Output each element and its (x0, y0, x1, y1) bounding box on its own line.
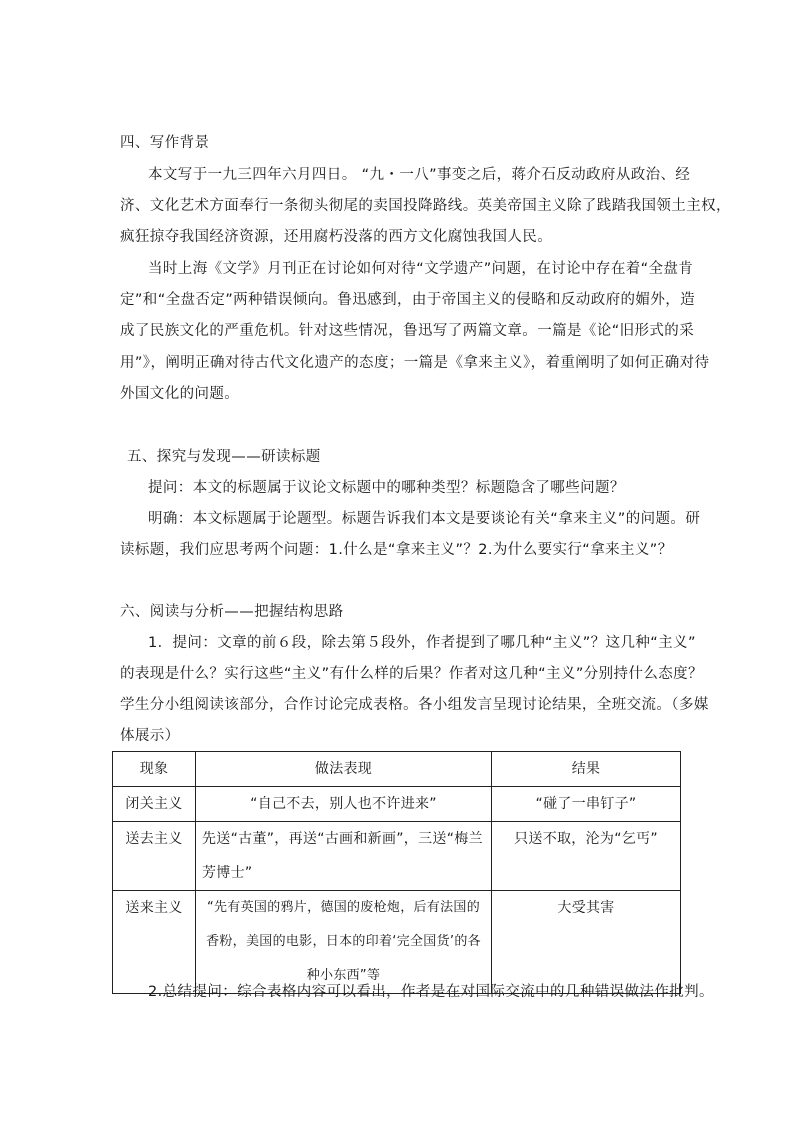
paragraph-line: 疯狂掠夺我国经济资源，还用腐朽没落的西方文化腐蚀我国人民。 (120, 229, 553, 245)
table-cell-practice: “先有英国的鸦片，德国的废枪炮，后有法国的香粉，美国的电影，日本的印着‘完全国货’的各种小东西”等 (196, 891, 492, 994)
answer-line: 读标题，我们应思考两个问题：1.什么是“拿来主义”？2.为什么要实行“拿来主义”？ (120, 542, 673, 558)
table-row (113, 891, 681, 994)
paragraph-line: 定”和“全盘否定”两种错误倾向。鲁迅感到，由于帝国主义的侵略和反动政府的媚外，造 (120, 292, 696, 308)
question-line: 1．提问：文章的前６段，除去第５段外，作者提到了哪几种“主义”？这几种“主义” (148, 635, 696, 651)
table-cell-result: “碰了一串钉子” (492, 787, 681, 822)
question-line: 的表现是什么？实行这些“主义”有什么样的后果？作者对这几种“主义”分别持什么态度？ (120, 666, 703, 682)
table-cell-result: 只送不取，沦为“乞丐” (492, 822, 681, 891)
table-header-row (113, 752, 681, 787)
paragraph-line: 成了民族文化的严重危机。针对这些情况，鲁迅写了两篇文章。一篇是《论“旧形式的采 (120, 323, 695, 339)
paragraph-line: 外国文化的问题。 (120, 386, 240, 402)
table-cell-phenomenon: 送去主义 (113, 822, 196, 891)
table-cell-phenomenon: 闭关主义 (113, 787, 196, 822)
comparison-table (112, 751, 681, 994)
question-text: 提问：本文的标题属于议论文标题中的哪种类型？标题隐含了哪些问题？ (148, 480, 625, 496)
table-row (113, 787, 681, 822)
table-header-cell: 现象 (113, 752, 196, 787)
table-cell-practice: “自己不去，别人也不许进来” (196, 787, 492, 822)
section-4-title: 四、写作背景 (120, 135, 210, 151)
paragraph-line: 当时上海《文学》月刊正在讨论如何对待“文学遗产”问题，在讨论中存在着“全盘肯 (148, 261, 694, 277)
table-cell-phenomenon: 送来主义 (113, 891, 196, 994)
summary-question: 2.总结提问：综合表格内容可以看出，作者是在对国际交流中的几种错误做法作批判。 (148, 984, 714, 1000)
table-header-cell: 做法表现 (196, 752, 492, 787)
section-5-title: 五、探究与发现——研读标题 (127, 449, 321, 465)
question-line: 体展示） (120, 728, 180, 744)
table-row (113, 822, 681, 891)
table-cell-practice: 先送“古董”，再送“古画和新画”，三送“梅兰芳博士” (196, 822, 492, 891)
paragraph-line: 济、文化艺术方面奉行一条彻头彻尾的卖国投降路线。英美帝国主义除了践踏我国领土主权， (120, 198, 731, 214)
table-header-cell: 结果 (492, 752, 681, 787)
paragraph-line: 用”》，阐明正确对待古代文化遗产的态度；一篇是《拿来主义》，着重阐明了如何正确对待 (120, 355, 710, 371)
question-line: 学生分小组阅读该部分，合作讨论完成表格。各小组发言呈现讨论结果，全班交流。（多媒 (120, 697, 709, 713)
answer-line: 明确：本文标题属于论题型。标题告诉我们本文是要谈论有关“拿来主义”的问题。研 (148, 511, 701, 527)
paragraph-line: 本文写于一九三四年六月四日。 “九・一八”事变之后，蒋介石反动政府从政治、经 (148, 167, 691, 183)
section-6-title: 六、阅读与分析——把握结构思路 (120, 604, 344, 620)
table-cell-result: 大受其害 (492, 891, 681, 994)
